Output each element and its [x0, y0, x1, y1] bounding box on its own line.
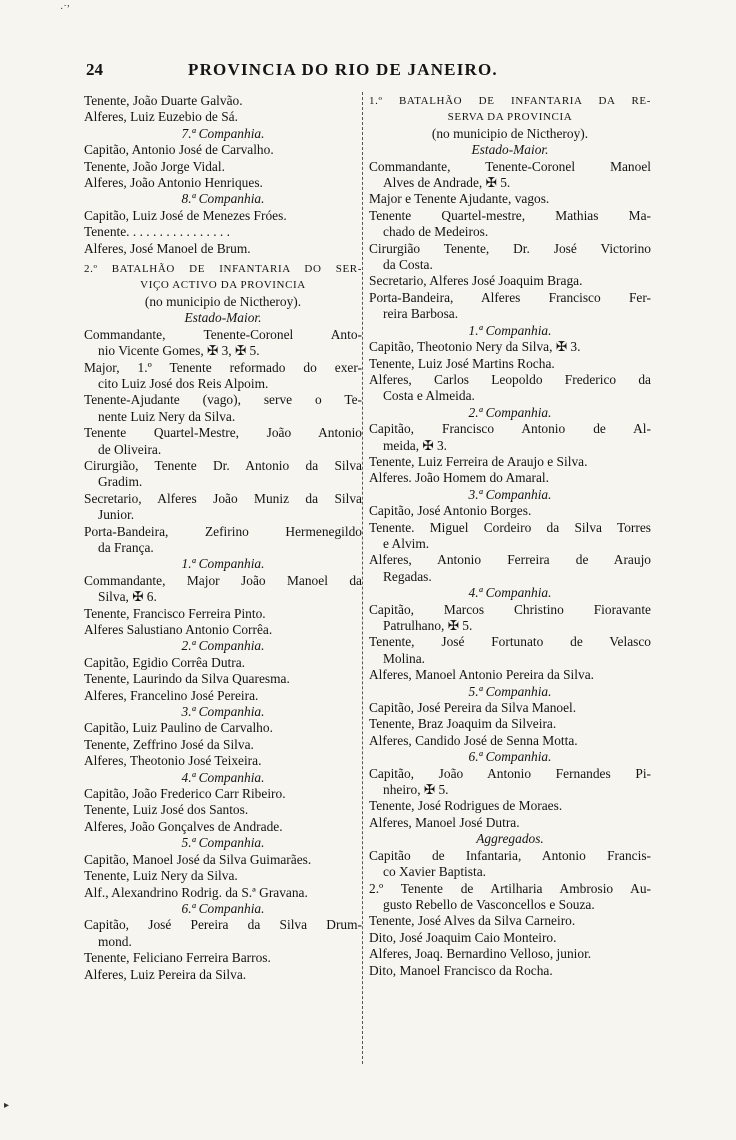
roster-line: Alferes, José Manoel de Brum.	[84, 240, 251, 256]
ink-speck: ·˙ʼ	[60, 4, 70, 15]
section-heading: Estado-Maior.	[184, 310, 262, 326]
left-column	[84, 93, 362, 983]
roster-line: Capitão, Francisco Antonio de Al-	[369, 421, 651, 437]
section-heading: 1.ª Companhia.	[181, 556, 265, 572]
roster-line: Alves de Andrade, ✠ 5.	[383, 175, 511, 191]
roster-line: Capitão, João Frederico Carr Ribeiro.	[84, 786, 286, 802]
right-column	[369, 93, 651, 979]
roster-line: Porta-Bandeira, Alferes Francisco Fer-	[369, 289, 651, 305]
roster-line: Tenente, Laurindo da Silva Quaresma.	[84, 671, 290, 687]
section-heading: 1.º BATALHÃO DE INFANTARIA DA RE-	[369, 95, 651, 107]
section-heading: 3.ª Companhia.	[181, 704, 265, 720]
roster-line: Major e Tenente Ajudante, vagos.	[369, 191, 550, 207]
roster-line: Dito, Manoel Francisco da Rocha.	[369, 962, 553, 978]
roster-line: Molina.	[383, 650, 426, 666]
roster-line: gusto Rebello de Vasconcellos e Souza.	[383, 896, 595, 912]
roster-line: Capitão, Manoel José da Silva Guimarães.	[84, 851, 312, 867]
roster-line: Secretario, Alferes João Muniz da Silva	[84, 490, 362, 506]
section-heading: SERVA DA PROVINCIA	[447, 111, 573, 124]
roster-line: Alferes, Luiz Euzebio de Sá.	[84, 109, 238, 125]
section-heading: 2.ª Companhia.	[181, 638, 265, 654]
roster-line: Patrulhano, ✠ 5.	[383, 618, 473, 633]
roster-line: Alferes, João Gonçalves de Andrade.	[84, 818, 283, 834]
roster-line: Alferes, Candido José de Senna Motta.	[369, 732, 578, 748]
roster-line: Cirurgião, Tenente Dr. Antonio da Silva	[84, 457, 362, 473]
roster-line: Tenente, João Jorge Vidal.	[84, 158, 225, 174]
section-heading: 8.ª Companhia.	[181, 191, 265, 207]
roster-line: Alferes, Antonio Ferreira de Araujo	[369, 552, 651, 568]
roster-line: Capitão, José Pereira da Silva Manoel.	[369, 700, 577, 716]
roster-line: Alferes, Luiz Pereira da Silva.	[84, 966, 247, 982]
roster-line: Capitão, Antonio José de Carvalho.	[84, 142, 274, 158]
roster-line: nheiro, ✠ 5.	[383, 782, 449, 798]
page-number: 24	[86, 60, 103, 79]
roster-line: meida, ✠ 3.	[383, 437, 448, 453]
roster-line: Commandante, Major João Manoel da	[84, 572, 362, 588]
roster-line: Alf., Alexandrino Rodrig. da S.ª Gravana.	[84, 884, 308, 900]
section-heading: 2.ª Companhia.	[468, 404, 552, 420]
section-heading: 4.ª Companhia.	[468, 585, 552, 601]
roster-line: Major, 1.º Tenente reformado do exer-	[84, 359, 362, 375]
roster-line: reira Barbosa.	[383, 306, 459, 322]
section-heading: Aggregados.	[476, 831, 544, 847]
roster-line: Tenente, José Fortunato de Velasco	[369, 634, 651, 650]
roster-line: Alferes, Carlos Leopoldo Frederico da	[369, 371, 651, 387]
section-heading: 4.ª Companhia.	[181, 769, 265, 785]
roster-line: 2.º Tenente de Artilharia Ambrosio Au-	[369, 880, 651, 896]
roster-line: e Alvim.	[383, 535, 430, 551]
roster-line: Capitão, Marcos Christino Fioravante	[369, 601, 651, 617]
section-heading: 6.ª Companhia.	[468, 749, 552, 765]
roster-line: Alferes, Theotonio José Teixeira.	[84, 753, 262, 769]
roster-line: Tenente, João Duarte Galvão.	[84, 93, 243, 108]
roster-line: Capitão, Egidio Corrêa Dutra.	[84, 654, 246, 670]
roster-line: nente Luiz Nery da Silva.	[98, 408, 236, 424]
roster-line: Capitão, Luiz Paulino de Carvalho.	[84, 720, 273, 736]
section-heading: VIÇO ACTIVO DA PROVINCIA	[140, 279, 306, 292]
roster-line: Tenente Quartel-mestre, Mathias Ma-	[369, 207, 651, 223]
section-heading: 3.ª Companhia.	[468, 486, 552, 502]
roster-line: Alferes, Manoel Antonio Pereira da Silva.	[369, 667, 594, 683]
roster-line: Capitão de Infantaria, Antonio Francis-	[369, 847, 651, 863]
section-heading: 7.ª Companhia.	[181, 125, 265, 141]
roster-line: Tenente, Feliciano Ferreira Barros.	[84, 950, 271, 966]
roster-line: da França.	[98, 539, 154, 555]
roster-line: (no municipio de Nictheroy).	[431, 125, 589, 141]
roster-line: Costa e Almeida.	[383, 388, 475, 404]
roster-line: Capitão, João Antonio Fernandes Pi-	[369, 765, 651, 781]
roster-line: Capitão, Luiz José de Menezes Fróes.	[84, 207, 287, 223]
roster-line: Alferes, Manoel José Dutra.	[369, 814, 520, 830]
roster-line: cito Luiz José dos Reis Alpoim.	[98, 375, 269, 391]
roster-line: Porta-Bandeira, Zefirino Hermenegildo	[84, 523, 362, 539]
roster-line: Tenente, Braz Joaquim da Silveira.	[369, 716, 557, 732]
roster-line: Tenente. . . . . . . . . . . . . . . .	[84, 224, 230, 240]
roster-line: Alferes Salustiano Antonio Corrêa.	[84, 622, 273, 637]
roster-line: Tenente-Ajudante (vago), serve o Te-	[84, 392, 362, 408]
roster-line: Capitão, Theotonio Nery da Silva, ✠ 3.	[369, 339, 581, 355]
roster-line: Tenente. Miguel Cordeiro da Silva Torres	[369, 519, 651, 535]
roster-line: Tenente, José Alves da Silva Carneiro.	[369, 913, 576, 929]
section-heading: 5.ª Companhia.	[468, 683, 552, 699]
page-title: PROVINCIA DO RIO DE JANEIRO.	[188, 60, 498, 79]
roster-line: Commandante, Tenente-Coronel Manoel	[369, 158, 651, 174]
roster-line: co Xavier Baptista.	[383, 864, 486, 880]
roster-line: mond.	[98, 933, 132, 949]
roster-line: Capitão, José Pereira da Silva Drum-	[84, 917, 362, 933]
roster-line: Silva, ✠ 6.	[98, 589, 157, 605]
roster-line: Alferes, Joaq. Bernardino Velloso, junior.	[369, 946, 592, 962]
roster-line: Tenente, Luiz Ferreira de Araujo e Silva.	[369, 453, 588, 469]
roster-line: Alferes. João Homem do Amaral.	[369, 470, 549, 486]
roster-line: Dito, José Joaquim Caio Monteiro.	[369, 929, 557, 945]
roster-line: Cirurgião Tenente, Dr. José Victorino	[369, 240, 651, 256]
roster-line: Tenente, José Rodrigues de Moraes.	[369, 798, 563, 814]
column-divider	[362, 92, 363, 1064]
roster-line: nio Vicente Gomes, ✠ 3, ✠ 5.	[98, 343, 260, 359]
roster-line: da Costa.	[383, 257, 433, 273]
roster-line: Gradim.	[98, 474, 143, 490]
roster-line: Commandante, Tenente-Coronel Anto-	[84, 326, 362, 342]
roster-line: Tenente, Luiz Nery da Silva.	[84, 868, 238, 884]
section-heading: 5.ª Companhia.	[181, 835, 265, 851]
section-heading: 1.ª Companhia.	[468, 322, 552, 338]
section-heading: Estado-Maior.	[471, 142, 549, 158]
roster-line: Tenente, Luiz José dos Santos.	[84, 802, 249, 818]
roster-line: Tenente, Luiz José Martins Rocha.	[369, 355, 555, 371]
roster-line: Secretario, Alferes José Joaquim Braga.	[369, 273, 583, 289]
roster-line: Junior.	[98, 507, 135, 523]
ink-speck: ▸	[4, 1100, 10, 1111]
roster-line: Tenente, Zeffrino José da Silva.	[84, 736, 254, 752]
roster-line: Capitão, José Antonio Borges.	[369, 503, 532, 519]
roster-line: (no municipio de Nictheroy).	[144, 293, 302, 309]
roster-line: Alferes, João Antonio Henriques.	[84, 175, 263, 191]
roster-line: de Oliveira.	[98, 441, 162, 457]
roster-line: Regadas.	[383, 568, 432, 584]
roster-line: Tenente Quartel-Mestre, João Antonio	[84, 425, 362, 441]
section-heading: 6.ª Companhia.	[181, 900, 265, 916]
roster-line: Alferes, Francelino José Pereira.	[84, 687, 259, 703]
section-heading: 2.º BATALHÃO DE INFANTARIA DO SER-	[84, 263, 362, 276]
roster-line: Tenente, Francisco Ferreira Pinto.	[84, 605, 266, 621]
roster-line: chado de Medeiros.	[383, 224, 489, 240]
